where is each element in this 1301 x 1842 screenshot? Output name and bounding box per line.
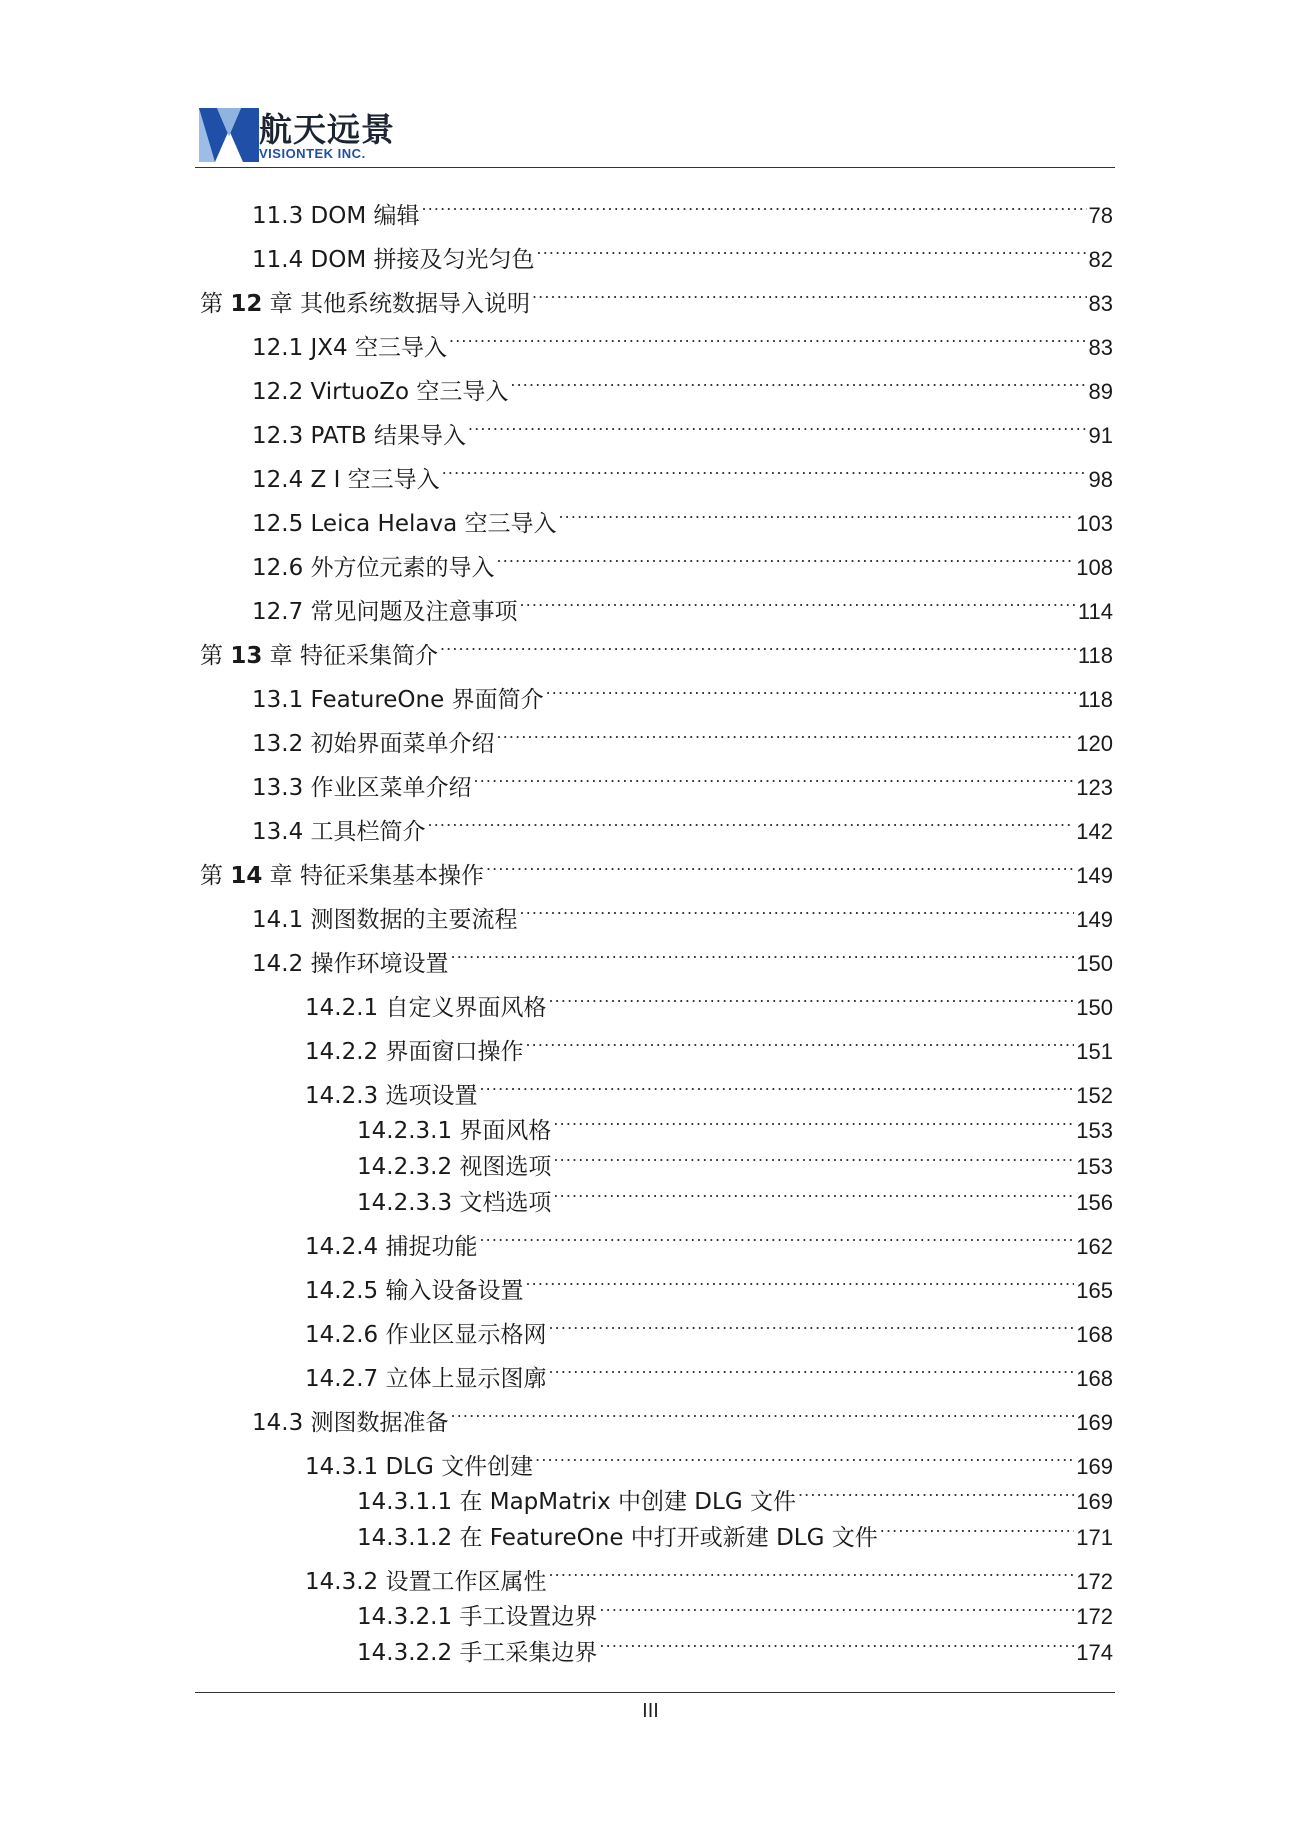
visiontek-logo-icon: [199, 108, 259, 162]
dot-leader: [548, 1559, 1074, 1589]
toc-entry[interactable]: [252, 589, 1113, 625]
toc-entry-title: 14.2.3 选项设置: [305, 1083, 478, 1109]
dot-leader: [468, 413, 1087, 443]
toc-entry-title: 14.2.7 立体上显示图廓: [305, 1366, 547, 1392]
toc-entry-title: 14.2.3.3 文档选项: [357, 1190, 552, 1216]
toc-page-number: 153: [1076, 1118, 1113, 1143]
toc-page-number: 149: [1076, 863, 1113, 888]
toc-entry-title: 11.3 DOM 编辑: [252, 203, 420, 229]
toc-page-number: 171: [1076, 1525, 1113, 1550]
dot-leader: [451, 1400, 1075, 1430]
toc-page-number: 169: [1076, 1410, 1113, 1435]
toc-entry-title: 14.2.3.1 界面风格: [357, 1118, 552, 1144]
toc-page-number: 83: [1088, 335, 1113, 360]
dot-leader: [553, 1180, 1074, 1210]
dot-leader: [548, 985, 1074, 1015]
toc-entry[interactable]: [357, 1515, 1113, 1551]
toc-page-number: 78: [1088, 203, 1113, 228]
toc-entry[interactable]: [305, 1073, 1113, 1109]
dot-leader: [474, 765, 1075, 795]
dot-leader: [599, 1594, 1074, 1624]
toc-entry-title: 11.4 DOM 拼接及匀光匀色: [252, 247, 535, 273]
dot-leader: [422, 193, 1087, 223]
toc-page-number: 150: [1076, 951, 1113, 976]
toc-entry-title: 13.2 初始界面菜单介绍: [252, 731, 495, 757]
dot-leader: [548, 1356, 1074, 1386]
toc-entry-title: 14.2.6 作业区显示格网: [305, 1322, 547, 1348]
toc-page-number: 114: [1077, 599, 1113, 624]
dot-leader: [442, 457, 1087, 487]
toc-page-number: 162: [1076, 1234, 1113, 1259]
toc-entry[interactable]: [305, 985, 1113, 1021]
toc-entry[interactable]: [357, 1630, 1113, 1666]
dot-leader: [520, 589, 1076, 619]
chapter-number: 12: [230, 291, 263, 317]
chapter-prefix: 第: [200, 291, 231, 317]
toc-entry[interactable]: [252, 809, 1113, 845]
dot-leader: [510, 369, 1086, 399]
toc-entry[interactable]: [305, 1312, 1113, 1348]
toc-entry[interactable]: [305, 1559, 1113, 1595]
toc-entry-title: 12.3 PATB 结果导入: [252, 423, 467, 449]
toc-entry-title: 12.1 JX4 空三导入: [252, 335, 448, 361]
toc-entry-title: 12.2 VirtuoZo 空三导入: [252, 379, 509, 405]
toc-entry-title: 12.7 常见问题及注意事项: [252, 599, 518, 625]
toc-page-number: 156: [1076, 1190, 1113, 1215]
toc-page-number: 142: [1076, 819, 1113, 844]
dot-leader: [546, 677, 1076, 707]
toc-page-number: 118: [1077, 687, 1113, 712]
toc-entry[interactable]: [252, 413, 1113, 449]
toc-entry-title: 14.2.1 自定义界面风格: [305, 995, 547, 1021]
dot-leader: [479, 1073, 1074, 1103]
toc-page-number: 172: [1076, 1569, 1113, 1594]
logo-chinese-text: 航天远景: [259, 110, 395, 149]
toc-entry[interactable]: [252, 325, 1113, 361]
toc-entry-title: 14.3.1.1 在 MapMatrix 中创建 DLG 文件: [357, 1489, 796, 1515]
toc-page-number: 152: [1076, 1083, 1113, 1108]
toc-page-number: 103: [1076, 511, 1113, 536]
toc-page-number: 165: [1076, 1278, 1113, 1303]
header-rule: [195, 167, 1115, 168]
toc-entry[interactable]: [357, 1108, 1113, 1144]
dot-leader: [525, 1029, 1074, 1059]
toc-entry[interactable]: [252, 501, 1113, 537]
toc-page-number: 149: [1076, 907, 1113, 932]
toc-entry[interactable]: [252, 1400, 1113, 1436]
toc-entry-title: 14.3.2.2 手工采集边界: [357, 1640, 598, 1666]
toc-entry-title: 14.2 操作环境设置: [252, 951, 449, 977]
chapter-number: 14: [230, 863, 263, 889]
toc-entry[interactable]: [252, 677, 1113, 713]
toc-entry-title: 13.3 作业区菜单介绍: [252, 775, 472, 801]
toc-entry[interactable]: [252, 545, 1113, 581]
toc-entry-title: [200, 861, 484, 891]
toc-entry-title: 13.1 FeatureOne 界面简介: [252, 687, 544, 713]
toc-entry-title: 14.3.2.1 手工设置边界: [357, 1604, 598, 1630]
toc-chapter-entry[interactable]: [200, 281, 1113, 317]
toc-entry-title: 14.2.2 界面窗口操作: [305, 1039, 524, 1065]
dot-leader: [558, 501, 1074, 531]
chapter-title: 章 特征采集基本操作: [262, 863, 484, 889]
toc-page-number: 174: [1076, 1640, 1113, 1665]
toc-page-number: 169: [1076, 1454, 1113, 1479]
toc-page-number: 91: [1088, 423, 1113, 448]
chapter-prefix: 第: [200, 863, 231, 889]
toc-page-number: 168: [1076, 1366, 1113, 1391]
toc-page-number: 82: [1088, 247, 1113, 272]
dot-leader: [553, 1144, 1074, 1174]
logo-english-text: VISIONTEK INC.: [259, 146, 366, 161]
toc-entry-title: 13.4 工具栏简介: [252, 819, 426, 845]
toc-entry[interactable]: [305, 1268, 1113, 1304]
toc-page-number: 169: [1076, 1489, 1113, 1514]
toc-entry[interactable]: [357, 1144, 1113, 1180]
toc-page-number: 151: [1076, 1039, 1113, 1064]
dot-leader: [486, 853, 1074, 883]
dot-leader: [428, 809, 1075, 839]
dot-leader: [440, 633, 1076, 663]
dot-leader: [599, 1630, 1074, 1660]
toc-entry-title: [200, 641, 438, 671]
chapter-title: 章 其他系统数据导入说明: [262, 291, 530, 317]
dot-leader: [798, 1479, 1074, 1509]
toc-entry-title: 12.4 Z I 空三导入: [252, 467, 440, 493]
toc-entry[interactable]: [305, 1224, 1113, 1260]
toc-entry-title: 14.3.2 设置工作区属性: [305, 1569, 547, 1595]
toc-entry[interactable]: [252, 941, 1113, 977]
dot-leader: [880, 1515, 1075, 1545]
chapter-title: 章 特征采集简介: [262, 643, 438, 669]
toc-page-number: 153: [1076, 1154, 1113, 1179]
toc-entry[interactable]: [357, 1594, 1113, 1630]
toc-entry-title: 14.2.3.2 视图选项: [357, 1154, 552, 1180]
toc-page-number: 89: [1088, 379, 1113, 404]
toc-page-number: 83: [1088, 291, 1113, 316]
toc-page-number: 120: [1076, 731, 1113, 756]
toc-page-number: 172: [1076, 1604, 1113, 1629]
toc-page-number: 108: [1076, 555, 1113, 580]
page-number: III: [642, 1700, 659, 1722]
toc-entry-title: 12.6 外方位元素的导入: [252, 555, 495, 581]
toc-entry[interactable]: [252, 721, 1113, 757]
toc-chapter-entry[interactable]: [200, 853, 1113, 889]
toc-entry[interactable]: [305, 1029, 1113, 1065]
dot-leader: [548, 1312, 1074, 1342]
toc-entry-title: 14.3.1 DLG 文件创建: [305, 1454, 534, 1480]
toc-entry[interactable]: [252, 193, 1113, 229]
chapter-number: 13: [230, 643, 263, 669]
toc-entry[interactable]: [252, 237, 1113, 273]
dot-leader: [479, 1224, 1074, 1254]
dot-leader: [449, 325, 1087, 355]
toc-page-number: 168: [1076, 1322, 1113, 1347]
dot-leader: [525, 1268, 1074, 1298]
dot-leader: [497, 721, 1075, 751]
chapter-prefix: 第: [200, 643, 231, 669]
toc-entry[interactable]: [252, 765, 1113, 801]
footer-rule: [195, 1692, 1115, 1693]
dot-leader: [535, 1444, 1074, 1474]
toc-entry-title: [200, 289, 530, 319]
dot-leader: [497, 545, 1075, 575]
toc-page-number: 118: [1077, 643, 1113, 668]
toc-entry[interactable]: [305, 1444, 1113, 1480]
toc-entry[interactable]: [252, 369, 1113, 405]
toc-entry[interactable]: [357, 1479, 1113, 1515]
toc-entry-title: 14.2.4 捕捉功能: [305, 1234, 478, 1260]
toc-entry-title: 14.3.1.2 在 FeatureOne 中打开或新建 DLG 文件: [357, 1525, 878, 1551]
toc-entry[interactable]: [357, 1180, 1113, 1216]
page-header: [195, 100, 1115, 168]
toc-chapter-entry[interactable]: [200, 633, 1113, 669]
toc-entry[interactable]: [305, 1356, 1113, 1392]
toc-entry-title: 12.5 Leica Helava 空三导入: [252, 511, 557, 537]
toc-page-number: 150: [1076, 995, 1113, 1020]
toc-entry-title: 14.2.5 输入设备设置: [305, 1278, 524, 1304]
dot-leader: [451, 941, 1075, 971]
dot-leader: [537, 237, 1087, 267]
dot-leader: [520, 897, 1075, 927]
toc-page-number: 98: [1088, 467, 1113, 492]
dot-leader: [532, 281, 1087, 311]
toc-entry-title: 14.1 测图数据的主要流程: [252, 907, 518, 933]
toc-entry[interactable]: [252, 457, 1113, 493]
toc-entry[interactable]: [252, 897, 1113, 933]
dot-leader: [553, 1108, 1074, 1138]
toc-page-number: 123: [1076, 775, 1113, 800]
toc-entry-title: 14.3 测图数据准备: [252, 1410, 449, 1436]
